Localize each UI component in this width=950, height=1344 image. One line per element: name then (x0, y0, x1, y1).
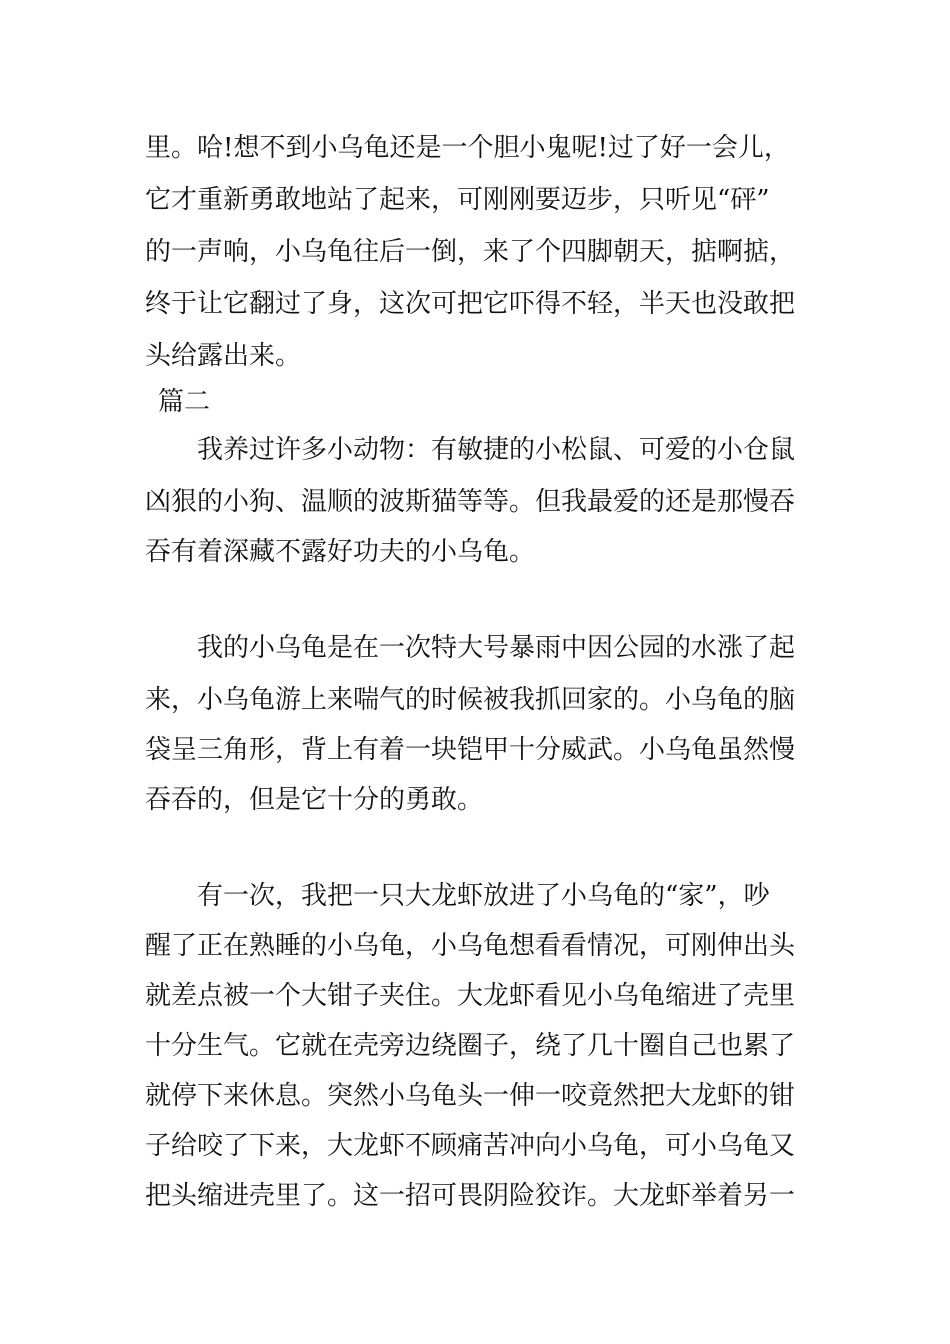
text-line: 吞吞的，但是它十分的勇敢。 (145, 785, 484, 815)
text-line: 吞有着深藏不露好功夫的小乌龟。 (145, 537, 536, 567)
text-line: 它才重新勇敢地站了起来，可刚刚要迈步，只听见“砰” (145, 185, 770, 215)
section-heading: 篇二 (158, 387, 211, 417)
text-line: 终于让它翻过了身，这次可把它吓得不轻，半天也没敢把 (145, 289, 796, 319)
text-line: 的一声响，小乌龟往后一倒，来了个四脚朝天，掂啊掂， (145, 237, 796, 267)
text-line: 凶狠的小狗、温顺的波斯猫等等。但我最爱的还是那慢吞 (145, 487, 796, 517)
text-line: 就停下来休息。突然小乌龟头一伸一咬竟然把大龙虾的钳 (145, 1081, 796, 1111)
paragraph-first-line: 有一次，我把一只大龙虾放进了小乌龟的“家”，吵 (197, 881, 770, 911)
text-line: 袋呈三角形，背上有着一块铠甲十分威武。小乌龟虽然慢 (145, 735, 796, 765)
text-line: 把头缩进壳里了。这一招可畏阴险狡诈。大龙虾举着另一 (145, 1181, 796, 1211)
text-line: 子给咬了下来，大龙虾不顾痛苦冲向小乌龟，可小乌龟又 (145, 1131, 796, 1161)
text-line: 来，小乌龟游上来喘气的时候被我抓回家的。小乌龟的脑 (145, 685, 796, 715)
text-line: 十分生气。它就在壳旁边绕圈子，绕了几十圈自己也累了 (145, 1031, 796, 1061)
text-line: 醒了正在熟睡的小乌龟，小乌龟想看看情况，可刚伸出头 (145, 931, 796, 961)
paragraph-first-line: 我的小乌龟是在一次特大号暴雨中因公园的水涨了起 (197, 633, 796, 663)
text-line: 头给露出来。 (145, 341, 302, 371)
paragraph-first-line: 我养过许多小动物：有敏捷的小松鼠、可爱的小仓鼠 (197, 435, 796, 465)
text-line: 就差点被一个大钳子夹住。大龙虾看见小乌龟缩进了壳里 (145, 981, 796, 1011)
text-line: 里。哈!想不到小乌龟还是一个胆小鬼呢!过了好一会儿， (145, 133, 790, 163)
